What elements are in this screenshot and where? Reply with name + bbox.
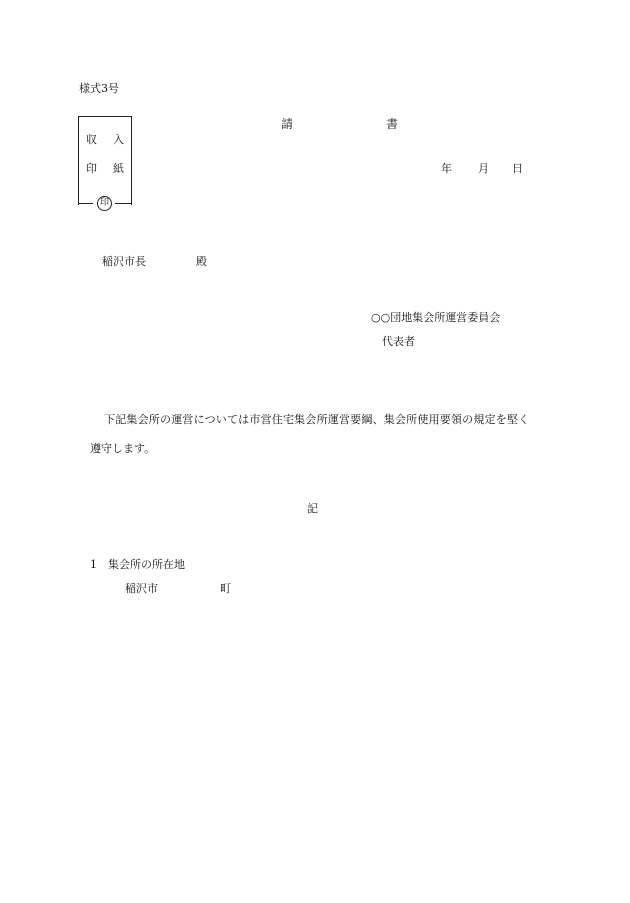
date-year: 年: [441, 162, 452, 175]
item-number: 1: [90, 558, 97, 571]
item-town: 町: [220, 582, 231, 595]
revenue-stamp-box: [78, 116, 132, 205]
stamp-box-bottom-right-border: [115, 203, 131, 204]
stamp-label-shi: 紙: [113, 162, 124, 175]
body-line-2: 遵守します。: [90, 442, 156, 455]
form-number: 様式3号: [79, 82, 119, 95]
addressee-name: 稲沢市長: [102, 255, 146, 268]
body-line-1: 下記集会所の運営については市営住宅集会所運営要綱、集会所使用要領の規定を堅く: [104, 413, 530, 426]
item-city: 稲沢市: [125, 582, 158, 595]
document-title-second-char: 書: [386, 117, 399, 131]
stamp-label-shu: 収: [86, 133, 97, 146]
stamp-label-nyu: 入: [113, 133, 124, 146]
sender-organization: ○○団地集会所運営委員会: [371, 311, 501, 324]
document-title-first-char: 請: [281, 117, 294, 131]
seal-mark-icon: 印: [97, 196, 112, 211]
note-heading: 記: [307, 502, 318, 515]
addressee-honorific: 殿: [196, 255, 207, 268]
date-day: 日: [512, 162, 523, 175]
date-month: 月: [478, 162, 489, 175]
stamp-label-in: 印: [86, 162, 97, 175]
sender-representative: 代表者: [382, 335, 415, 348]
stamp-box-bottom-left-border: [78, 203, 93, 204]
item-label: 集会所の所在地: [108, 558, 185, 571]
